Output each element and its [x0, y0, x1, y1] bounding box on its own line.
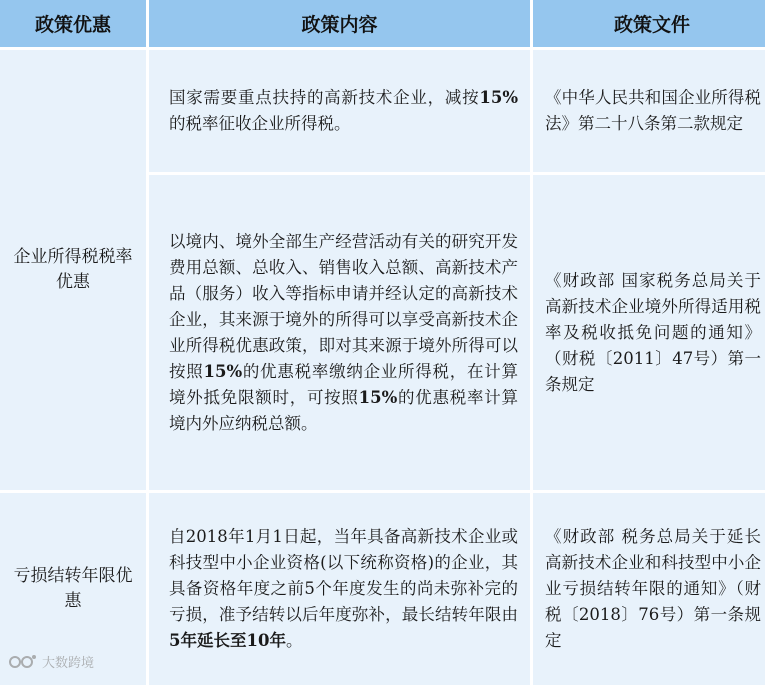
- logo-icon: [8, 653, 38, 671]
- category-income-tax-rate: 企业所得税税率优惠: [0, 50, 146, 490]
- document-cell: [533, 50, 765, 172]
- document-cell: [533, 493, 765, 685]
- content-text-part: 国家需要重点扶持的高新技术企业，减按: [169, 88, 480, 107]
- content-text-bold: 5年延长至10年: [169, 631, 286, 650]
- document-text: 《财政部 国家税务总局关于高新技术企业境外所得适用税率及税收抵免问题的通知》（财税〔2011〕47号）第一条规定: [545, 270, 761, 394]
- content-text-part: 自2018年1月1日起，当年具备高新技术企业或科技型中小企业资格(以下统称资格)的企业，其具备资格年度之前5个年度发生的尚未弥补完的亏损，准予结转以后年度弥补，最长结转年限由: [169, 527, 518, 624]
- content-text-part: 的优惠税率计算境内外应纳税总额。: [169, 387, 519, 433]
- document-text: 《财政部 税务总局关于延长高新技术企业和科技型中小企业亏损结转年限的通知》（财税〔2018〕76号）第一条规定: [545, 527, 761, 650]
- content-text: [169, 229, 518, 437]
- content-text-part: 的税率征收企业所得税。: [169, 114, 351, 133]
- header-policy-benefit: 政策优惠: [0, 0, 146, 47]
- document-cell: [533, 175, 765, 490]
- content-cell: [149, 493, 530, 685]
- content-text-bold: 15%: [203, 361, 243, 381]
- content-text-bold: 15%: [358, 387, 398, 407]
- content-cell: [149, 50, 530, 172]
- content-text-part: 。: [285, 631, 303, 650]
- content-text: [169, 85, 518, 137]
- category-loss-carryforward: 亏损结转年限优惠: [0, 493, 146, 685]
- watermark: [8, 652, 94, 671]
- header-policy-document: 政策文件: [533, 0, 765, 47]
- content-text: [169, 524, 518, 654]
- watermark-text: 大数跨境: [42, 656, 95, 671]
- content-text-part: 以境内、境外全部生产经营活动有关的研究开发费用总额、总收入、销售收入总额、高新技术产品（服务）收入等指标申请并经认定的高新技术企业，其来源于境外的所得可以享受高新技术企业所得税优惠政策，即对其来源于境外所得可以按照: [169, 231, 518, 381]
- content-text-bold: 15%: [479, 88, 518, 107]
- content-cell: [149, 175, 530, 490]
- header-policy-content: 政策内容: [149, 0, 530, 47]
- document-text: 《中华人民共和国企业所得税法》第二十八条第二款规定: [545, 88, 761, 133]
- content-text-part: 的优惠税率缴纳企业所得税，在计算境外抵免限额时，可按照: [169, 361, 518, 407]
